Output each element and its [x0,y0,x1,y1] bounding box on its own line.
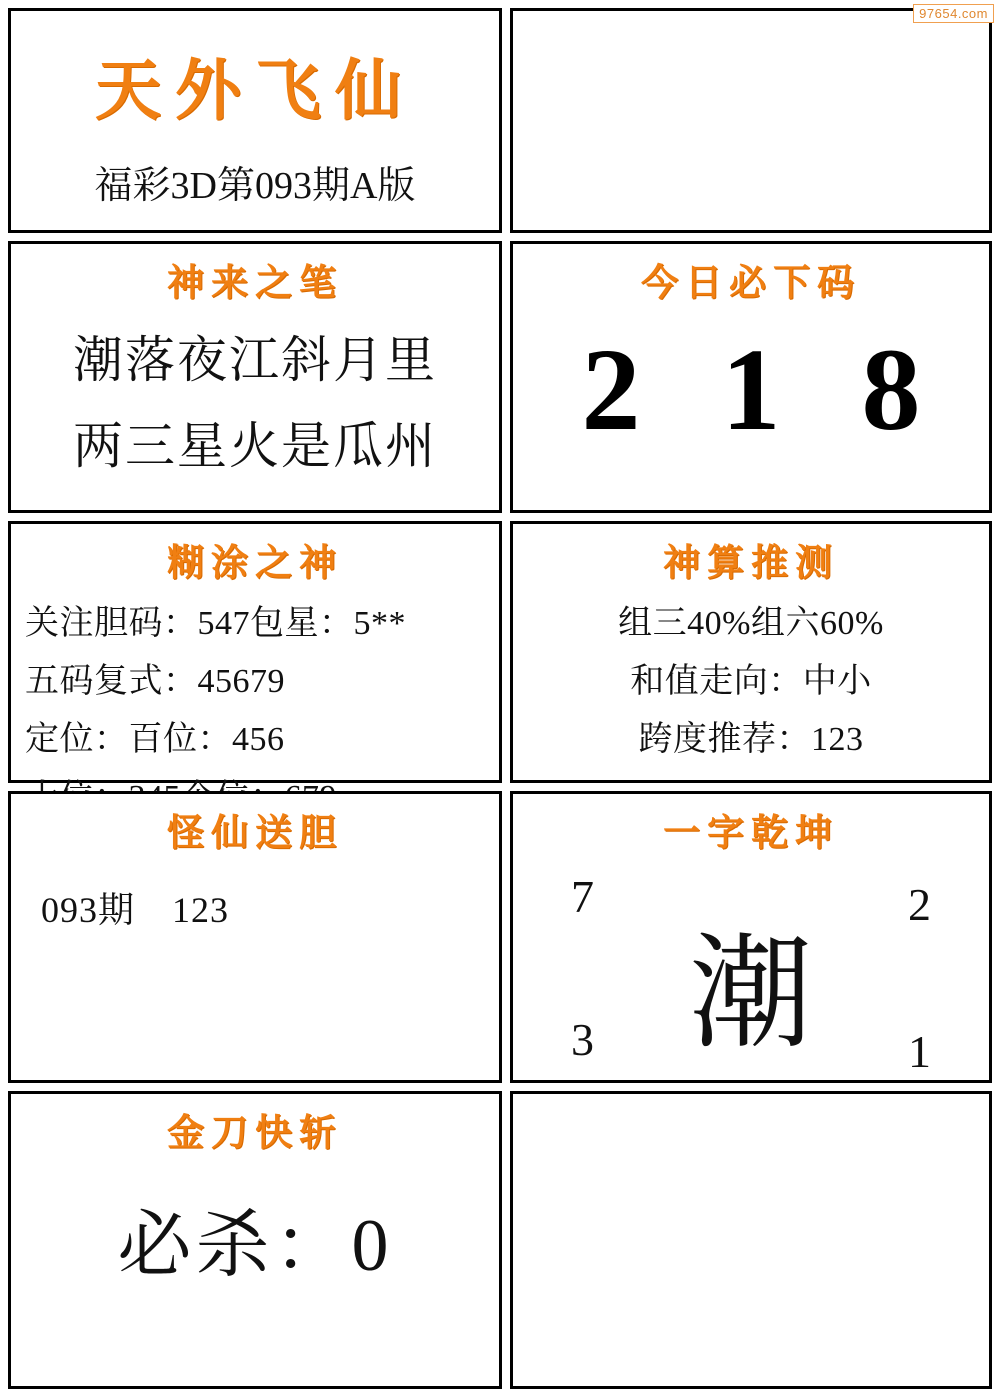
guaixian-cell [8,791,502,1083]
watermark: 97654.com [913,4,994,23]
poem-line-2: 两三星火是瓜州 [73,418,437,474]
guaixian-section-title: 怪仙送胆 [167,810,343,854]
shensuan-line-2: 和值走向：中小 [630,663,872,700]
shensuan-section-title: 神算推测 [663,540,839,584]
shensuan-line-1: 组三40%组六60% [618,605,884,642]
today-number-2: 1 [721,324,781,455]
yizi-big-character: 潮 [688,922,813,1066]
today-number-3: 8 [861,324,921,455]
hutu-cell [8,521,502,783]
hutu-section-title: 糊涂之神 [167,540,343,584]
yizi-corner-bottom-right: 1 [908,1026,931,1077]
yizi-section-title: 一字乾坤 [663,810,839,854]
brand-title: 天外飞仙 [95,51,415,129]
blank-cell-bottom-right [510,1091,992,1389]
issue-subtitle: 福彩3D第093期A版 [94,165,416,207]
today-section-title: 今日必下码 [641,260,861,304]
guaixian-line: 093期 123 [41,890,230,930]
today-numbers-cell [510,241,992,513]
hutu-line-2: 五码复式：45679 [25,663,285,700]
today-number-1: 2 [581,324,641,455]
poem-section-title: 神来之笔 [167,260,343,304]
yizi-corner-top-right: 2 [908,879,931,930]
today-numbers-row [513,324,989,455]
shensuan-cell [510,521,992,783]
hutu-line-1: 关注胆码：547包星：5** [25,605,406,642]
jindao-cell [8,1091,502,1389]
yizi-corner-bottom-left: 3 [571,1014,594,1065]
poem-line-1: 潮落夜江斜月里 [73,332,437,388]
yizi-cell [510,791,992,1083]
lottery-sheet [8,8,992,1389]
yizi-corner-top-left: 7 [571,871,594,922]
jindao-kill-line: 必杀：0 [117,1205,393,1287]
yizi-body [513,856,989,1084]
header-cell [8,8,502,233]
shensuan-line-3: 跨度推荐：123 [638,721,864,758]
hutu-line-3: 定位：百位：456 [25,721,285,758]
jindao-section-title: 金刀快斩 [167,1110,343,1154]
poem-cell [8,241,502,513]
blank-cell-top-right [510,8,992,233]
